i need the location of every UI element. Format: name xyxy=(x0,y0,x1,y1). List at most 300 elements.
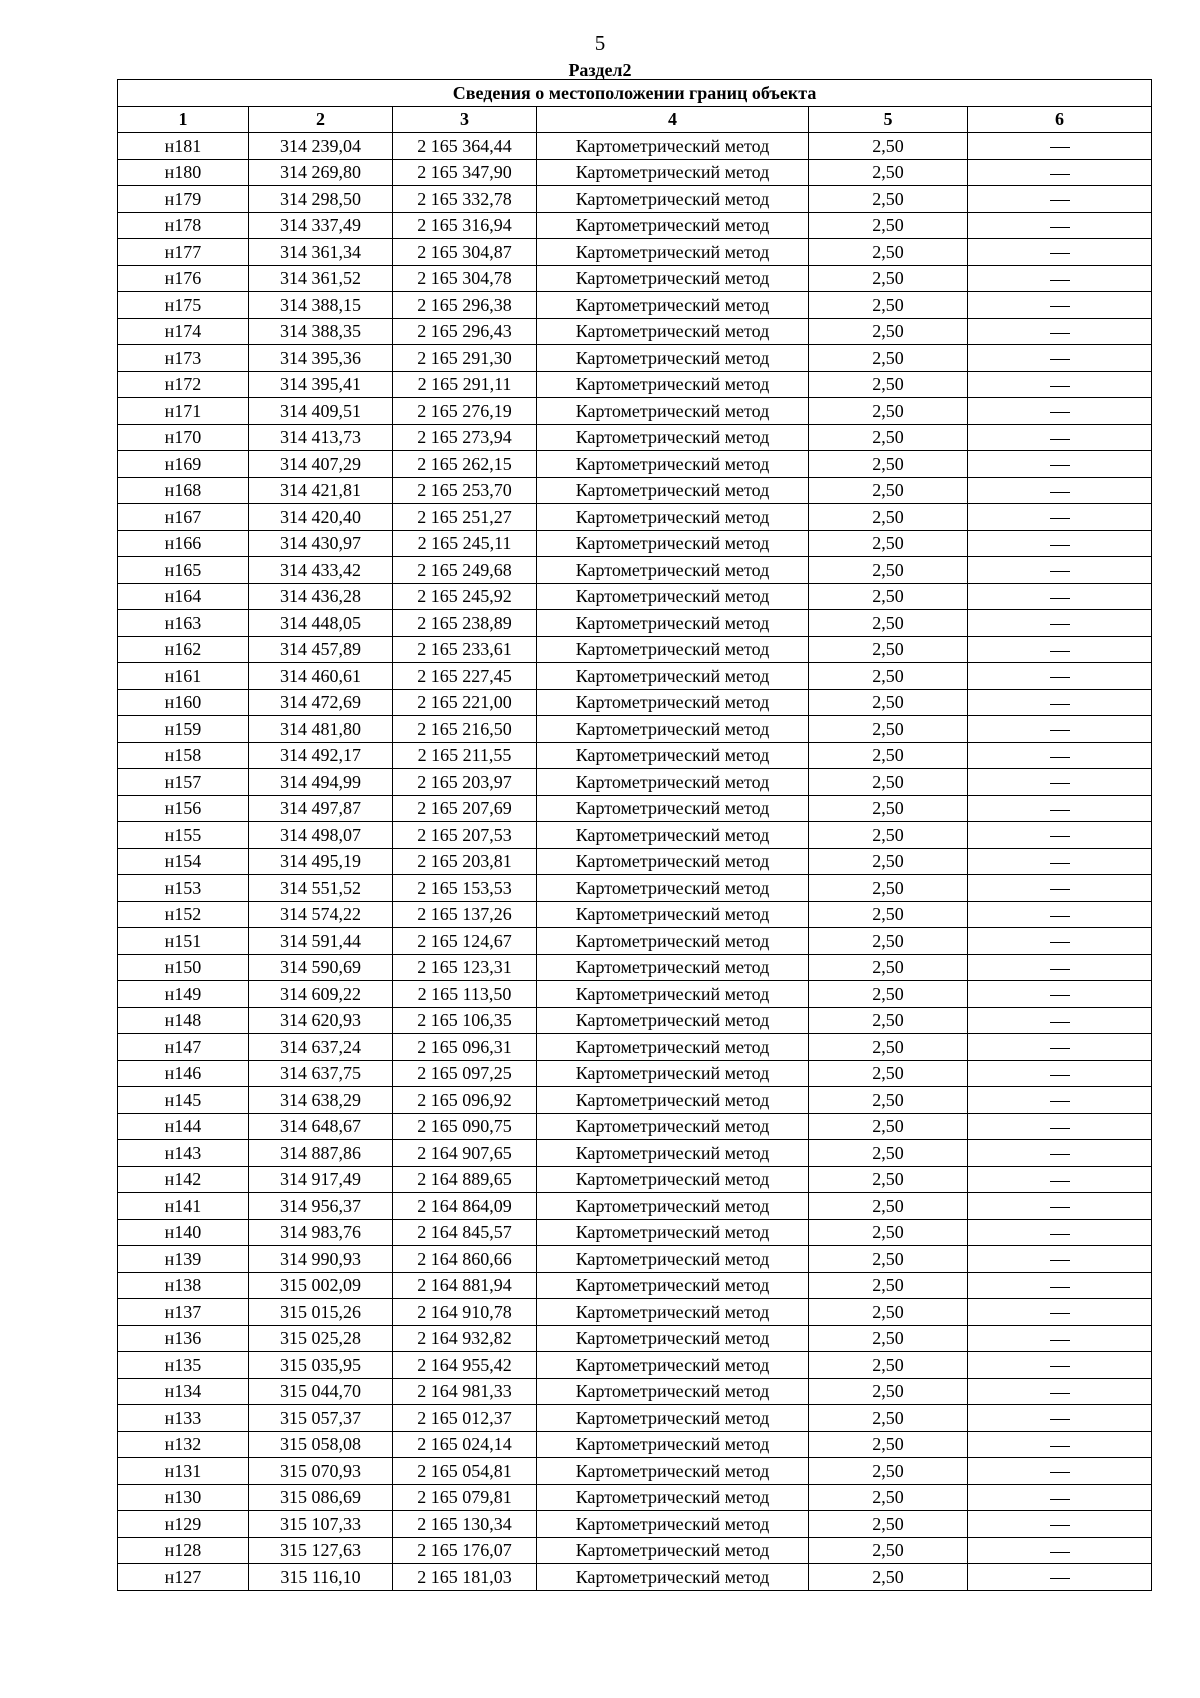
point-name-cell: н152 xyxy=(118,901,249,928)
description-cell xyxy=(968,1431,1152,1458)
table-row xyxy=(118,239,1152,266)
x-coordinate-cell: 314 388,35 xyxy=(249,318,393,345)
description-cell xyxy=(968,1272,1152,1299)
dash-mark xyxy=(1050,1128,1070,1129)
table-row xyxy=(118,504,1152,531)
description-cell xyxy=(968,901,1152,928)
table-row xyxy=(118,663,1152,690)
description-cell xyxy=(968,1299,1152,1326)
dash-mark xyxy=(1050,545,1070,546)
y-coordinate-cell: 2 164 860,66 xyxy=(393,1246,537,1273)
y-coordinate-cell: 2 165 203,81 xyxy=(393,848,537,875)
method-cell: Картометрический метод xyxy=(537,1458,809,1485)
x-coordinate-cell: 314 395,36 xyxy=(249,345,393,372)
x-coordinate-cell: 314 436,28 xyxy=(249,583,393,610)
method-cell: Картометрический метод xyxy=(537,477,809,504)
description-cell xyxy=(968,583,1152,610)
accuracy-cell: 2,50 xyxy=(809,1140,968,1167)
x-coordinate-cell: 314 494,99 xyxy=(249,769,393,796)
description-cell xyxy=(968,1060,1152,1087)
method-cell: Картометрический метод xyxy=(537,1299,809,1326)
dash-mark xyxy=(1050,518,1070,519)
dash-mark xyxy=(1050,942,1070,943)
dash-mark xyxy=(1050,1048,1070,1049)
y-coordinate-cell: 2 164 889,65 xyxy=(393,1166,537,1193)
method-cell: Картометрический метод xyxy=(537,689,809,716)
method-cell: Картометрический метод xyxy=(537,1272,809,1299)
dash-mark xyxy=(1050,836,1070,837)
description-cell xyxy=(968,424,1152,451)
dash-mark xyxy=(1050,863,1070,864)
point-name-cell: н163 xyxy=(118,610,249,637)
accuracy-cell: 2,50 xyxy=(809,1087,968,1114)
description-cell xyxy=(968,1219,1152,1246)
table-row xyxy=(118,1378,1152,1405)
x-coordinate-cell: 314 591,44 xyxy=(249,928,393,955)
table-row xyxy=(118,133,1152,160)
y-coordinate-cell: 2 165 249,68 xyxy=(393,557,537,584)
y-coordinate-cell: 2 164 864,09 xyxy=(393,1193,537,1220)
y-coordinate-cell: 2 165 090,75 xyxy=(393,1113,537,1140)
method-cell: Картометрический метод xyxy=(537,186,809,213)
dash-mark xyxy=(1050,1154,1070,1155)
accuracy-cell: 2,50 xyxy=(809,1325,968,1352)
description-cell xyxy=(968,530,1152,557)
accuracy-cell: 2,50 xyxy=(809,1193,968,1220)
dash-mark xyxy=(1050,1525,1070,1526)
table-row xyxy=(118,477,1152,504)
table-row xyxy=(118,451,1152,478)
accuracy-cell: 2,50 xyxy=(809,1272,968,1299)
method-cell: Картометрический метод xyxy=(537,1511,809,1538)
accuracy-cell: 2,50 xyxy=(809,1458,968,1485)
table-row xyxy=(118,716,1152,743)
x-coordinate-cell: 314 492,17 xyxy=(249,742,393,769)
method-cell: Картометрический метод xyxy=(537,769,809,796)
dash-mark xyxy=(1050,1022,1070,1023)
point-name-cell: н159 xyxy=(118,716,249,743)
table-row xyxy=(118,1458,1152,1485)
y-coordinate-cell: 2 164 881,94 xyxy=(393,1272,537,1299)
x-coordinate-cell: 314 388,15 xyxy=(249,292,393,319)
point-name-cell: н127 xyxy=(118,1564,249,1591)
accuracy-cell: 2,50 xyxy=(809,292,968,319)
accuracy-cell: 2,50 xyxy=(809,1060,968,1087)
y-coordinate-cell: 2 165 262,15 xyxy=(393,451,537,478)
table-row xyxy=(118,1246,1152,1273)
description-cell xyxy=(968,133,1152,160)
table-row xyxy=(118,1034,1152,1061)
accuracy-cell: 2,50 xyxy=(809,371,968,398)
dash-mark xyxy=(1050,465,1070,466)
y-coordinate-cell: 2 165 012,37 xyxy=(393,1405,537,1432)
table-row xyxy=(118,1511,1152,1538)
table-row xyxy=(118,769,1152,796)
point-name-cell: н150 xyxy=(118,954,249,981)
y-coordinate-cell: 2 165 291,11 xyxy=(393,371,537,398)
point-name-cell: н145 xyxy=(118,1087,249,1114)
table-row xyxy=(118,1352,1152,1379)
description-cell xyxy=(968,1166,1152,1193)
accuracy-cell: 2,50 xyxy=(809,875,968,902)
accuracy-cell: 2,50 xyxy=(809,1352,968,1379)
method-cell: Картометрический метод xyxy=(537,133,809,160)
y-coordinate-cell: 2 165 304,78 xyxy=(393,265,537,292)
description-cell xyxy=(968,1325,1152,1352)
description-cell xyxy=(968,504,1152,531)
y-coordinate-cell: 2 165 207,69 xyxy=(393,795,537,822)
y-coordinate-cell: 2 165 024,14 xyxy=(393,1431,537,1458)
table-caption: Сведения о местоположении границ объекта xyxy=(118,80,1152,107)
x-coordinate-cell: 315 086,69 xyxy=(249,1484,393,1511)
y-coordinate-cell: 2 165 113,50 xyxy=(393,981,537,1008)
point-name-cell: н172 xyxy=(118,371,249,398)
table-row xyxy=(118,371,1152,398)
dash-mark xyxy=(1050,174,1070,175)
accuracy-cell: 2,50 xyxy=(809,424,968,451)
method-cell: Картометрический метод xyxy=(537,981,809,1008)
y-coordinate-cell: 2 165 097,25 xyxy=(393,1060,537,1087)
y-coordinate-cell: 2 165 130,34 xyxy=(393,1511,537,1538)
dash-mark xyxy=(1050,624,1070,625)
method-cell: Картометрический метод xyxy=(537,663,809,690)
method-cell: Картометрический метод xyxy=(537,239,809,266)
point-name-cell: н134 xyxy=(118,1378,249,1405)
method-cell: Картометрический метод xyxy=(537,398,809,425)
description-cell xyxy=(968,716,1152,743)
description-cell xyxy=(968,371,1152,398)
point-name-cell: н161 xyxy=(118,663,249,690)
table-row xyxy=(118,424,1152,451)
table-row xyxy=(118,345,1152,372)
description-cell xyxy=(968,689,1152,716)
accuracy-cell: 2,50 xyxy=(809,928,968,955)
accuracy-cell: 2,50 xyxy=(809,1113,968,1140)
y-coordinate-cell: 2 165 096,31 xyxy=(393,1034,537,1061)
x-coordinate-cell: 314 407,29 xyxy=(249,451,393,478)
description-cell xyxy=(968,292,1152,319)
point-name-cell: н180 xyxy=(118,159,249,186)
method-cell: Картометрический метод xyxy=(537,901,809,928)
method-cell: Картометрический метод xyxy=(537,451,809,478)
point-name-cell: н151 xyxy=(118,928,249,955)
table-row xyxy=(118,583,1152,610)
accuracy-cell: 2,50 xyxy=(809,398,968,425)
table-row xyxy=(118,1484,1152,1511)
method-cell: Картометрический метод xyxy=(537,1007,809,1034)
point-name-cell: н136 xyxy=(118,1325,249,1352)
accuracy-cell: 2,50 xyxy=(809,1564,968,1591)
accuracy-cell: 2,50 xyxy=(809,451,968,478)
table-row xyxy=(118,1299,1152,1326)
x-coordinate-cell: 314 495,19 xyxy=(249,848,393,875)
y-coordinate-cell: 2 165 137,26 xyxy=(393,901,537,928)
x-coordinate-cell: 314 472,69 xyxy=(249,689,393,716)
description-cell xyxy=(968,477,1152,504)
table-row xyxy=(118,212,1152,239)
dash-mark xyxy=(1050,280,1070,281)
column-number: 6 xyxy=(968,107,1152,133)
accuracy-cell: 2,50 xyxy=(809,1299,968,1326)
dash-mark xyxy=(1050,1446,1070,1447)
dash-mark xyxy=(1050,1499,1070,1500)
point-name-cell: н157 xyxy=(118,769,249,796)
y-coordinate-cell: 2 165 364,44 xyxy=(393,133,537,160)
table-row xyxy=(118,636,1152,663)
boundary-coordinates-table xyxy=(117,79,1152,1591)
dash-mark xyxy=(1050,306,1070,307)
dash-mark xyxy=(1050,200,1070,201)
column-number: 3 xyxy=(393,107,537,133)
method-cell: Картометрический метод xyxy=(537,1378,809,1405)
y-coordinate-cell: 2 165 291,30 xyxy=(393,345,537,372)
y-coordinate-cell: 2 165 273,94 xyxy=(393,424,537,451)
table-row xyxy=(118,928,1152,955)
x-coordinate-cell: 315 127,63 xyxy=(249,1537,393,1564)
x-coordinate-cell: 314 956,37 xyxy=(249,1193,393,1220)
table-row xyxy=(118,398,1152,425)
y-coordinate-cell: 2 165 079,81 xyxy=(393,1484,537,1511)
description-cell xyxy=(968,1378,1152,1405)
page-number: 5 xyxy=(594,31,606,55)
method-cell: Картометрический метод xyxy=(537,1484,809,1511)
point-name-cell: н137 xyxy=(118,1299,249,1326)
method-cell: Картометрический метод xyxy=(537,1431,809,1458)
x-coordinate-cell: 314 239,04 xyxy=(249,133,393,160)
method-cell: Картометрический метод xyxy=(537,1325,809,1352)
method-cell: Картометрический метод xyxy=(537,848,809,875)
x-coordinate-cell: 314 498,07 xyxy=(249,822,393,849)
table-row xyxy=(118,1272,1152,1299)
x-coordinate-cell: 314 497,87 xyxy=(249,795,393,822)
accuracy-cell: 2,50 xyxy=(809,318,968,345)
x-coordinate-cell: 314 337,49 xyxy=(249,212,393,239)
method-cell: Картометрический метод xyxy=(537,636,809,663)
x-coordinate-cell: 314 413,73 xyxy=(249,424,393,451)
point-name-cell: н140 xyxy=(118,1219,249,1246)
description-cell xyxy=(968,981,1152,1008)
dash-mark xyxy=(1050,783,1070,784)
method-cell: Картометрический метод xyxy=(537,1537,809,1564)
dash-mark xyxy=(1050,1075,1070,1076)
point-name-cell: н147 xyxy=(118,1034,249,1061)
y-coordinate-cell: 2 165 238,89 xyxy=(393,610,537,637)
description-cell xyxy=(968,1537,1152,1564)
y-coordinate-cell: 2 165 124,67 xyxy=(393,928,537,955)
point-name-cell: н165 xyxy=(118,557,249,584)
accuracy-cell: 2,50 xyxy=(809,1166,968,1193)
dash-mark xyxy=(1050,253,1070,254)
x-coordinate-cell: 315 057,37 xyxy=(249,1405,393,1432)
y-coordinate-cell: 2 165 296,38 xyxy=(393,292,537,319)
dash-mark xyxy=(1050,1181,1070,1182)
description-cell xyxy=(968,1405,1152,1432)
description-cell xyxy=(968,159,1152,186)
x-coordinate-cell: 314 983,76 xyxy=(249,1219,393,1246)
table-caption-row xyxy=(118,80,1152,107)
point-name-cell: н174 xyxy=(118,318,249,345)
dash-mark xyxy=(1050,1419,1070,1420)
table-row xyxy=(118,610,1152,637)
dash-mark xyxy=(1050,492,1070,493)
description-cell xyxy=(968,1113,1152,1140)
accuracy-cell: 2,50 xyxy=(809,1378,968,1405)
method-cell: Картометрический метод xyxy=(537,1140,809,1167)
table-row xyxy=(118,265,1152,292)
x-coordinate-cell: 314 460,61 xyxy=(249,663,393,690)
y-coordinate-cell: 2 165 251,27 xyxy=(393,504,537,531)
y-coordinate-cell: 2 165 276,19 xyxy=(393,398,537,425)
table-row xyxy=(118,1140,1152,1167)
point-name-cell: н179 xyxy=(118,186,249,213)
table-row xyxy=(118,318,1152,345)
dash-mark xyxy=(1050,1287,1070,1288)
x-coordinate-cell: 314 457,89 xyxy=(249,636,393,663)
accuracy-cell: 2,50 xyxy=(809,1484,968,1511)
y-coordinate-cell: 2 164 910,78 xyxy=(393,1299,537,1326)
x-coordinate-cell: 315 002,09 xyxy=(249,1272,393,1299)
accuracy-cell: 2,50 xyxy=(809,822,968,849)
table-row xyxy=(118,186,1152,213)
y-coordinate-cell: 2 165 221,00 xyxy=(393,689,537,716)
method-cell: Картометрический метод xyxy=(537,504,809,531)
x-coordinate-cell: 314 448,05 xyxy=(249,610,393,637)
y-coordinate-cell: 2 165 054,81 xyxy=(393,1458,537,1485)
dash-mark xyxy=(1050,333,1070,334)
point-name-cell: н177 xyxy=(118,239,249,266)
y-coordinate-cell: 2 164 907,65 xyxy=(393,1140,537,1167)
method-cell: Картометрический метод xyxy=(537,610,809,637)
point-name-cell: н170 xyxy=(118,424,249,451)
point-name-cell: н131 xyxy=(118,1458,249,1485)
x-coordinate-cell: 314 609,22 xyxy=(249,981,393,1008)
dash-mark xyxy=(1050,651,1070,652)
dash-mark xyxy=(1050,1393,1070,1394)
table-row xyxy=(118,1219,1152,1246)
dash-mark xyxy=(1050,810,1070,811)
x-coordinate-cell: 314 395,41 xyxy=(249,371,393,398)
method-cell: Картометрический метод xyxy=(537,1034,809,1061)
y-coordinate-cell: 2 165 347,90 xyxy=(393,159,537,186)
y-coordinate-cell: 2 165 332,78 xyxy=(393,186,537,213)
y-coordinate-cell: 2 165 316,94 xyxy=(393,212,537,239)
method-cell: Картометрический метод xyxy=(537,1405,809,1432)
dash-mark xyxy=(1050,995,1070,996)
x-coordinate-cell: 314 409,51 xyxy=(249,398,393,425)
method-cell: Картометрический метод xyxy=(537,530,809,557)
x-coordinate-cell: 314 590,69 xyxy=(249,954,393,981)
x-coordinate-cell: 314 887,86 xyxy=(249,1140,393,1167)
method-cell: Картометрический метод xyxy=(537,954,809,981)
dash-mark xyxy=(1050,730,1070,731)
x-coordinate-cell: 314 637,24 xyxy=(249,1034,393,1061)
method-cell: Картометрический метод xyxy=(537,159,809,186)
column-number: 4 xyxy=(537,107,809,133)
dash-mark xyxy=(1050,359,1070,360)
accuracy-cell: 2,50 xyxy=(809,742,968,769)
accuracy-cell: 2,50 xyxy=(809,159,968,186)
table-row xyxy=(118,795,1152,822)
point-name-cell: н148 xyxy=(118,1007,249,1034)
method-cell: Картометрический метод xyxy=(537,345,809,372)
description-cell xyxy=(968,1034,1152,1061)
description-cell xyxy=(968,610,1152,637)
x-coordinate-cell: 314 574,22 xyxy=(249,901,393,928)
table-row xyxy=(118,1537,1152,1564)
description-cell xyxy=(968,186,1152,213)
x-coordinate-cell: 314 551,52 xyxy=(249,875,393,902)
accuracy-cell: 2,50 xyxy=(809,981,968,1008)
method-cell: Картометрический метод xyxy=(537,1352,809,1379)
y-coordinate-cell: 2 164 932,82 xyxy=(393,1325,537,1352)
method-cell: Картометрический метод xyxy=(537,292,809,319)
x-coordinate-cell: 314 361,52 xyxy=(249,265,393,292)
point-name-cell: н169 xyxy=(118,451,249,478)
accuracy-cell: 2,50 xyxy=(809,901,968,928)
point-name-cell: н139 xyxy=(118,1246,249,1273)
table-row xyxy=(118,981,1152,1008)
point-name-cell: н175 xyxy=(118,292,249,319)
y-coordinate-cell: 2 164 955,42 xyxy=(393,1352,537,1379)
description-cell xyxy=(968,795,1152,822)
method-cell: Картометрический метод xyxy=(537,557,809,584)
table-row xyxy=(118,954,1152,981)
point-name-cell: н162 xyxy=(118,636,249,663)
point-name-cell: н173 xyxy=(118,345,249,372)
section-title: Раздел2 xyxy=(568,60,632,80)
method-cell: Картометрический метод xyxy=(537,265,809,292)
description-cell xyxy=(968,318,1152,345)
y-coordinate-cell: 2 165 181,03 xyxy=(393,1564,537,1591)
table-row xyxy=(118,1007,1152,1034)
method-cell: Картометрический метод xyxy=(537,583,809,610)
x-coordinate-cell: 314 298,50 xyxy=(249,186,393,213)
table-row xyxy=(118,1060,1152,1087)
x-coordinate-cell: 315 035,95 xyxy=(249,1352,393,1379)
point-name-cell: н153 xyxy=(118,875,249,902)
accuracy-cell: 2,50 xyxy=(809,610,968,637)
table-row xyxy=(118,822,1152,849)
table-row xyxy=(118,1564,1152,1591)
method-cell: Картометрический метод xyxy=(537,822,809,849)
accuracy-cell: 2,50 xyxy=(809,583,968,610)
dash-mark xyxy=(1050,704,1070,705)
table-row xyxy=(118,1166,1152,1193)
point-name-cell: н154 xyxy=(118,848,249,875)
y-coordinate-cell: 2 165 227,45 xyxy=(393,663,537,690)
method-cell: Картометрический метод xyxy=(537,875,809,902)
description-cell xyxy=(968,1087,1152,1114)
description-cell xyxy=(968,769,1152,796)
dash-mark xyxy=(1050,1101,1070,1102)
point-name-cell: н144 xyxy=(118,1113,249,1140)
method-cell: Картометрический метод xyxy=(537,1060,809,1087)
description-cell xyxy=(968,1352,1152,1379)
dash-mark xyxy=(1050,227,1070,228)
table-row xyxy=(118,1087,1152,1114)
point-name-cell: н160 xyxy=(118,689,249,716)
x-coordinate-cell: 315 058,08 xyxy=(249,1431,393,1458)
point-name-cell: н178 xyxy=(118,212,249,239)
dash-mark xyxy=(1050,1313,1070,1314)
method-cell: Картометрический метод xyxy=(537,1246,809,1273)
accuracy-cell: 2,50 xyxy=(809,1537,968,1564)
x-coordinate-cell: 315 107,33 xyxy=(249,1511,393,1538)
y-coordinate-cell: 2 164 981,33 xyxy=(393,1378,537,1405)
table-row xyxy=(118,848,1152,875)
description-cell xyxy=(968,742,1152,769)
x-coordinate-cell: 314 433,42 xyxy=(249,557,393,584)
